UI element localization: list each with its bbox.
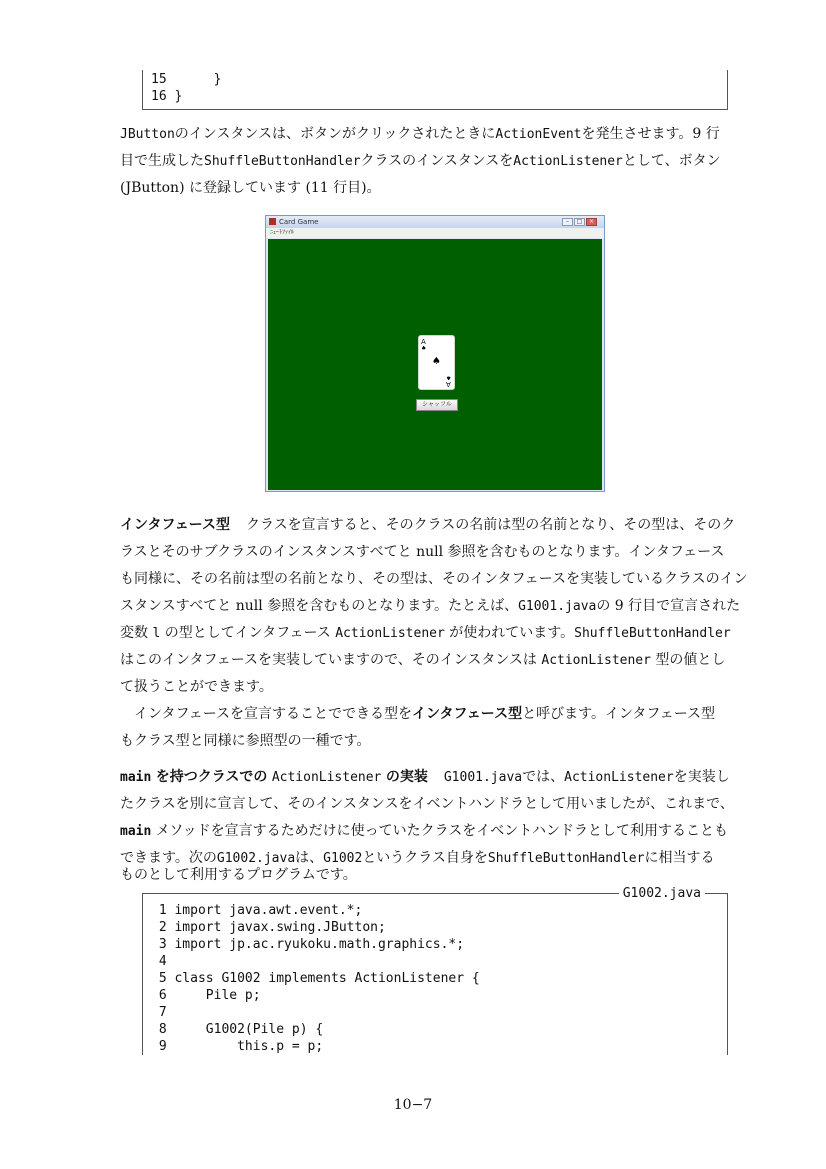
close-icon[interactable]: × (586, 218, 597, 226)
text: が使われています。 (449, 625, 575, 641)
code-g1002: G1002 (323, 851, 363, 866)
code-main: main (120, 770, 152, 785)
text: 変数 (120, 625, 148, 641)
interface-line-5 (120, 620, 750, 647)
text: というクラス自身を (362, 850, 488, 866)
text: では、 (522, 769, 565, 785)
code-line: 4 (151, 954, 167, 969)
interface-line-6 (120, 647, 750, 674)
card-rank-bottom: A (446, 380, 451, 388)
shuffle-button[interactable]: シャッフル (416, 399, 458, 411)
app-icon (269, 218, 276, 225)
code-g1001: G1001.java (518, 599, 597, 614)
code-line: 9 this.p = p; (151, 1039, 324, 1054)
code-actionlistener: ActionListener (541, 653, 651, 668)
code-actionlistener: ActionListener (335, 626, 445, 641)
minimize-icon[interactable]: – (562, 218, 573, 226)
main-line-1 (120, 764, 750, 791)
text: を実装し (673, 769, 730, 785)
code-line: 5 class G1002 implements ActionListener { (151, 971, 480, 986)
spade-icon: ♠ (432, 356, 441, 367)
interface-line-4 (120, 593, 750, 620)
interface-line-1 (120, 512, 750, 539)
screenshot-window (265, 215, 605, 492)
maximize-icon[interactable]: □ (574, 218, 585, 226)
code-line: 8 G1002(Pile p) { (151, 1022, 324, 1037)
code-line: 15 } (151, 72, 222, 87)
text: を持つクラスでの (155, 769, 268, 785)
interface-line-3: も同様に、その名前は型の名前となり、その型は、そのインタフェースを実装しているクラスのイン (120, 571, 748, 587)
text: の 9 行目で宣言された (596, 598, 741, 614)
interface-line-2: ラスとそのサブクラスのインスタンスすべてと null 参照を含むものとなります。インタフェース (120, 544, 725, 560)
intro-line-1 (120, 121, 750, 148)
code-shufflebuttonhandler: ShuffleButtonHandler (204, 154, 361, 169)
intro-line-2 (120, 148, 750, 175)
page-number: 10−7 (393, 1097, 433, 1113)
menu-bar[interactable]: ﾆｭｰﾄﾌｧｲﾙ (266, 228, 604, 238)
intro-line-3: (JButton) に登録しています (11 行目)。 (120, 180, 381, 196)
code-line: 6 Pile p; (151, 988, 261, 1003)
text: の実装 (385, 769, 428, 785)
code-caption: G1002.java (619, 885, 705, 902)
card-suit-small-bottom: ♠ (446, 374, 452, 381)
text: と呼びます。インタフェース型 (522, 706, 716, 722)
text: を発生させます。9 行 (581, 126, 720, 142)
code-line: 16 } (151, 89, 183, 104)
interface-line-7: て扱うことができます。 (120, 679, 273, 695)
code-line: 3 import jp.ac.ryukoku.math.graphics.*; (151, 937, 465, 952)
code-shufflebuttonhandler: ShuffleButtonHandler (487, 851, 645, 866)
card-table (268, 239, 602, 490)
text: のインスタンスは、ボタンがクリックされたときに (174, 126, 496, 142)
interface-para2-line-1 (120, 701, 750, 728)
code-g1002-java: G1002.java (216, 851, 296, 866)
code-shufflebuttonhandler: ShuffleButtonHandler (574, 626, 731, 641)
code-line: 2 import javax.swing.JButton; (151, 920, 386, 935)
code-line: 1 import java.awt.event.*; (151, 903, 363, 918)
code-actionevent: ActionEvent (495, 127, 582, 142)
code-actionlistener: ActionListener (564, 770, 674, 785)
text: として、ボタン (622, 153, 721, 169)
interface-para2-line-2: もクラス型と同様に参照型の一種です。 (120, 733, 371, 749)
code-jbutton: JButton (120, 127, 175, 142)
text: メソッドを宣言するためだけに使っていたクラスをイベントハンドラとして利用することも (155, 823, 728, 839)
window-titlebar (266, 216, 604, 228)
code-g1001: G1001.java (443, 770, 523, 785)
card-rank-top: A (421, 338, 426, 346)
code-l: l (152, 626, 161, 641)
code-listing-continuation (142, 70, 728, 110)
text: クラスを宣言すると、そのクラスの名前は型の名前となり、その型は、そのク (246, 517, 736, 533)
text: 目で生成した (120, 153, 204, 169)
main-line-2: たクラスを別に宣言して、そのインスタンスをイベントハンドラとして用いましたが、これまで、 (120, 796, 734, 812)
main-line-5: ものとして利用するプログラムです。 (120, 867, 357, 883)
code-actionlistener: ActionListener (271, 770, 382, 785)
code-actionlistener: ActionListener (513, 154, 623, 169)
text: クラスのインスタンスを (360, 153, 514, 169)
text: は、 (295, 850, 324, 866)
term-interface-type: インタフェース型 (412, 706, 523, 722)
window-title: Card Game (279, 218, 319, 226)
code-listing-g1002 (142, 886, 728, 1055)
text: はこのインタフェースを実装していますので、そのインスタンスは (120, 652, 537, 668)
text: の型としてインタフェース (164, 625, 331, 641)
playing-card[interactable] (419, 336, 454, 389)
main-line-3 (120, 818, 750, 845)
text: 型の値とし (655, 652, 726, 668)
text: インタフェースを宣言することでできる型を (134, 706, 413, 722)
section-heading-interface: インタフェース型 (120, 517, 231, 533)
text: できます。次の (120, 850, 217, 866)
text: スタンスすべてと null 参照を含むものとなります。たとえば、 (120, 598, 519, 614)
card-suit-small: ♠ (421, 345, 427, 352)
text: に相当する (644, 850, 715, 866)
code-main: main (120, 824, 152, 839)
code-line: 7 (151, 1005, 167, 1020)
